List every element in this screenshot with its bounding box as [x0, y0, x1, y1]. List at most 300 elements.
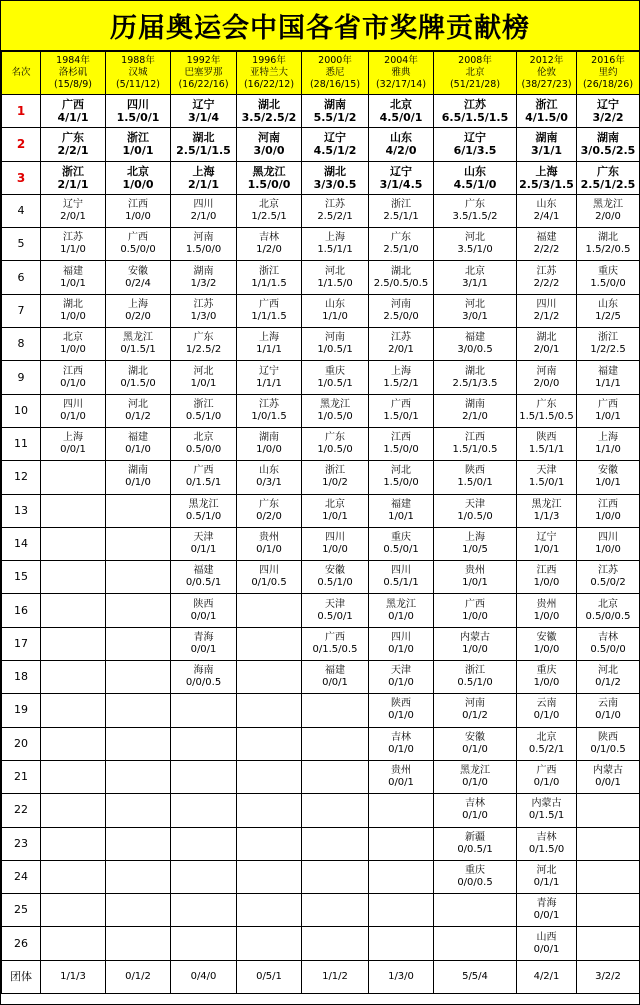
team-medal-count: 1/1/2 [302, 960, 369, 993]
province-name: 黑龙江 [123, 332, 153, 344]
empty-cell [369, 894, 434, 927]
medal-count: 0/0/0.5 [185, 677, 222, 689]
province-name: 江西 [598, 498, 618, 510]
province-cell [577, 261, 640, 294]
province-name: 黑龙江 [531, 498, 562, 510]
province-cell [517, 361, 577, 394]
province-cell [434, 694, 517, 727]
column-city: 悉尼 [325, 67, 345, 78]
column-header [577, 52, 640, 95]
medal-count: 6/1/3.5 [453, 144, 497, 158]
table-row [2, 860, 640, 893]
province-cell [369, 328, 434, 361]
province-name: 福建 [128, 432, 148, 444]
province-cell [171, 527, 237, 560]
medal-count: 0.5/1/0 [185, 510, 222, 522]
empty-cell [41, 760, 106, 793]
column-medal-total: (38/27/23) [521, 79, 572, 90]
province-name: 广东 [465, 199, 485, 211]
medal-count: 0/1/0 [462, 810, 488, 822]
province-cell [369, 95, 434, 128]
column-city: 里约 [598, 67, 618, 78]
province-name: 广西 [391, 398, 411, 410]
empty-cell [237, 661, 302, 694]
province-name: 江苏 [536, 265, 557, 277]
column-year: 2008年 [458, 55, 492, 66]
column-year: 2004年 [384, 55, 418, 66]
province-name: 广东 [391, 232, 411, 244]
rank-cell: 19 [2, 694, 41, 727]
province-name: 浙江 [391, 199, 411, 211]
province-cell [434, 228, 517, 261]
empty-cell [237, 860, 302, 893]
province-cell [434, 361, 517, 394]
medal-count: 0/1/0 [462, 777, 488, 789]
province-name: 河南 [258, 131, 280, 145]
province-name: 天津 [325, 598, 345, 610]
province-cell [41, 394, 106, 427]
medal-count: 0/1/0 [125, 444, 151, 456]
province-name: 辽宁 [464, 131, 486, 145]
medal-count: 0.5/0/2 [590, 577, 626, 589]
province-name: 湖北 [324, 164, 346, 178]
province-cell [434, 760, 517, 793]
province-cell [369, 427, 434, 460]
province-name: 江苏 [325, 199, 345, 211]
province-cell [302, 194, 369, 227]
province-cell [517, 561, 577, 594]
province-name: 北京 [127, 164, 149, 178]
province-name: 上海 [259, 332, 279, 344]
table-row [2, 361, 640, 394]
province-name: 青海 [536, 898, 557, 910]
province-name: 山东 [259, 465, 279, 477]
rank-cell: 13 [2, 494, 41, 527]
province-cell [577, 328, 640, 361]
empty-cell [237, 727, 302, 760]
medal-count: 0.5/0/0.5 [585, 610, 631, 622]
table-row [2, 128, 640, 161]
empty-cell [369, 927, 434, 960]
medal-count: 4.5/1/0 [453, 177, 497, 191]
province-cell [577, 727, 640, 760]
table-row [2, 194, 640, 227]
province-cell [237, 461, 302, 494]
province-name: 广西 [536, 765, 557, 777]
empty-cell [302, 694, 369, 727]
team-medal-count: 0/4/0 [171, 960, 237, 993]
medal-count: 1/3/0 [190, 310, 217, 322]
table-row [2, 894, 640, 927]
medal-count: 3/1/1 [462, 277, 488, 289]
medal-count: 1/0/5 [462, 544, 488, 555]
medal-count: 0/1/0 [533, 777, 560, 789]
empty-cell [577, 894, 640, 927]
medal-count: 0.5/0/1 [317, 610, 353, 622]
medal-count: 2.5/0/0 [383, 310, 419, 322]
province-cell [237, 261, 302, 294]
province-cell [434, 95, 517, 128]
province-cell [517, 95, 577, 128]
province-name: 北京 [390, 98, 412, 112]
province-name: 四川 [391, 565, 411, 577]
column-header [106, 52, 171, 95]
province-cell [237, 161, 302, 194]
province-name: 辽宁 [597, 98, 619, 112]
province-name: 黑龙江 [386, 598, 416, 610]
medal-count: 1/0/0 [533, 577, 560, 589]
province-cell [302, 228, 369, 261]
province-cell [41, 228, 106, 261]
province-cell [434, 727, 517, 760]
empty-cell [171, 727, 237, 760]
empty-cell [302, 827, 369, 860]
medal-count: 0/1/0 [388, 677, 414, 689]
province-name: 辽宁 [536, 532, 557, 543]
medal-table [1, 51, 640, 994]
province-name: 广东 [193, 332, 214, 344]
medal-count: 1/0/0 [125, 211, 151, 223]
province-name: 上海 [128, 298, 148, 310]
column-medal-total: (51/21/28) [449, 79, 501, 90]
province-name: 河北 [598, 665, 618, 677]
medal-count: 3.5/1.5/2 [452, 211, 498, 223]
province-cell [237, 294, 302, 327]
province-name: 吉林 [598, 631, 618, 643]
empty-cell [41, 594, 106, 627]
province-cell [302, 594, 369, 627]
province-cell [577, 461, 640, 494]
province-cell [517, 394, 577, 427]
medal-count: 0/0.5/1 [457, 843, 493, 855]
province-cell [434, 627, 517, 660]
province-cell [171, 161, 237, 194]
medal-count: 1/0/1 [60, 277, 86, 289]
empty-cell [106, 527, 171, 560]
province-name: 湖北 [391, 265, 411, 277]
province-name: 河南 [193, 232, 214, 244]
medal-count: 3/0/1 [462, 310, 488, 322]
province-cell [434, 328, 517, 361]
empty-cell [237, 827, 302, 860]
medal-count: 3/2/2 [592, 111, 624, 125]
column-medal-total: (32/17/14) [375, 79, 427, 90]
medal-count: 1.5/1/1 [528, 444, 565, 456]
province-cell [106, 261, 171, 294]
province-cell [369, 494, 434, 527]
medal-count: 2/1/2 [533, 310, 560, 322]
province-cell [434, 194, 517, 227]
province-cell [171, 427, 237, 460]
province-name: 上海 [598, 432, 618, 444]
column-year: 1984年 [56, 55, 90, 66]
province-name: 广西 [193, 465, 214, 477]
column-city: 北京 [465, 67, 485, 78]
medal-count: 2/0/1 [533, 344, 560, 356]
province-name: 福建 [63, 265, 83, 277]
province-name: 湖南 [324, 98, 346, 112]
empty-cell [171, 927, 237, 960]
medal-count: 1.5/0/0 [590, 277, 626, 289]
province-cell [434, 661, 517, 694]
medal-count: 0.5/1/0 [185, 410, 222, 422]
medal-count: 1/0/1 [322, 510, 348, 522]
medal-count: 0/0/1 [533, 910, 560, 922]
empty-cell [237, 794, 302, 827]
column-header [434, 52, 517, 95]
province-cell [237, 394, 302, 427]
rank-cell: 25 [2, 894, 41, 927]
rank-cell: 6 [2, 261, 41, 294]
empty-cell [369, 860, 434, 893]
province-cell [434, 494, 517, 527]
empty-cell [171, 760, 237, 793]
province-cell [434, 527, 517, 560]
medal-count: 2/4/1 [533, 211, 560, 223]
province-name: 陕西 [465, 465, 485, 477]
province-cell [41, 261, 106, 294]
column-header [41, 52, 106, 95]
medal-count: 1.5/0/1 [457, 477, 493, 489]
province-name: 黑龙江 [460, 765, 490, 777]
column-medal-total: (16/22/12) [243, 79, 295, 90]
province-cell [302, 561, 369, 594]
province-cell [577, 694, 640, 727]
province-cell [577, 627, 640, 660]
medal-count: 0.5/0/0 [120, 244, 156, 256]
medal-count: 1/1/1 [256, 377, 282, 389]
medal-count: 2/2/1 [57, 144, 89, 158]
table-row [2, 661, 640, 694]
medal-count: 1/0/1 [595, 410, 621, 422]
medal-count: 1/0/0 [595, 510, 621, 522]
medal-count: 0/1/2 [462, 710, 488, 722]
column-medal-total: (15/8/9) [54, 79, 92, 90]
province-cell [171, 294, 237, 327]
medal-count: 2/0/0 [533, 377, 560, 389]
province-cell [517, 860, 577, 893]
province-name: 北京 [259, 199, 279, 211]
province-name: 河南 [391, 298, 411, 310]
province-cell [369, 727, 434, 760]
table-row [2, 228, 640, 261]
medal-count: 2/2/2 [533, 244, 560, 256]
province-name: 青海 [193, 631, 214, 643]
empty-cell [41, 927, 106, 960]
province-cell [171, 561, 237, 594]
medal-count: 0.5/1/1 [383, 577, 419, 589]
empty-cell [302, 927, 369, 960]
province-cell [517, 194, 577, 227]
province-cell [302, 627, 369, 660]
province-cell [106, 128, 171, 161]
empty-cell [106, 661, 171, 694]
province-name: 江西 [391, 432, 411, 444]
province-name: 湖南 [597, 131, 619, 145]
rank-cell: 10 [2, 394, 41, 427]
province-name: 黑龙江 [320, 398, 350, 410]
province-cell [577, 760, 640, 793]
province-cell [434, 827, 517, 860]
team-label: 团体 [2, 960, 41, 993]
province-name: 福建 [193, 565, 214, 577]
province-cell [171, 394, 237, 427]
province-name: 广东 [597, 164, 619, 178]
province-name: 福建 [598, 365, 618, 377]
province-cell [577, 594, 640, 627]
province-name: 北京 [193, 432, 214, 444]
medal-count: 1/0.5/1 [317, 344, 353, 356]
province-name: 安徽 [536, 631, 557, 643]
medal-count: 3/1/4 [188, 111, 219, 125]
team-medal-count: 0/1/2 [106, 960, 171, 993]
province-name: 广西 [62, 98, 84, 112]
empty-cell [171, 894, 237, 927]
province-name: 辽宁 [324, 131, 346, 145]
province-cell [237, 228, 302, 261]
empty-cell [106, 894, 171, 927]
medal-count: 2.5/1/1.5 [176, 144, 231, 158]
province-cell [41, 128, 106, 161]
page-title: 历届奥运会中国各省市奖牌贡献榜 [1, 1, 639, 51]
province-cell [237, 328, 302, 361]
province-name: 天津 [536, 465, 557, 477]
province-cell [517, 461, 577, 494]
province-cell [577, 294, 640, 327]
province-cell [237, 527, 302, 560]
province-cell [517, 494, 577, 527]
medal-count: 0/2/0 [256, 510, 282, 522]
medal-count: 1/2/5 [595, 310, 621, 322]
province-cell [577, 361, 640, 394]
medal-count: 1.5/1/0.5 [452, 444, 498, 456]
team-medal-count: 4/2/1 [517, 960, 577, 993]
medal-count: 1/2.5/2 [185, 344, 222, 356]
empty-cell [369, 827, 434, 860]
province-cell [517, 527, 577, 560]
province-name: 安徽 [325, 565, 345, 577]
empty-cell [41, 860, 106, 893]
medal-count: 0/1/1 [190, 544, 217, 555]
province-name: 河北 [193, 365, 214, 377]
province-cell [302, 128, 369, 161]
medal-count: 1/2.5/1 [251, 211, 287, 223]
medal-count: 2/1/0 [462, 410, 488, 422]
rank-cell: 15 [2, 561, 41, 594]
province-name: 河南 [536, 365, 557, 377]
medal-count: 4.5/0/1 [379, 111, 423, 125]
province-cell [302, 394, 369, 427]
province-cell [369, 361, 434, 394]
province-cell [369, 694, 434, 727]
province-cell [517, 161, 577, 194]
medal-count: 1/2/2.5 [590, 344, 626, 356]
province-name: 吉林 [465, 798, 485, 810]
province-name: 河北 [536, 864, 557, 876]
province-cell [517, 627, 577, 660]
medal-count: 0/1/0 [388, 743, 414, 755]
province-name: 辽宁 [390, 164, 412, 178]
province-cell [517, 727, 577, 760]
province-cell [369, 461, 434, 494]
medal-count: 1/0/0 [533, 610, 560, 622]
column-header [171, 52, 237, 95]
province-cell [517, 294, 577, 327]
team-row [2, 960, 640, 993]
province-cell [106, 427, 171, 460]
province-cell [41, 427, 106, 460]
province-cell [434, 261, 517, 294]
province-cell [237, 128, 302, 161]
province-cell [369, 194, 434, 227]
medal-count: 1/0/0 [122, 177, 154, 191]
province-name: 北京 [536, 731, 557, 743]
province-name: 安徽 [598, 465, 618, 477]
table-row [2, 461, 640, 494]
province-name: 贵州 [536, 598, 557, 610]
empty-cell [237, 694, 302, 727]
province-name: 广西 [325, 631, 345, 643]
rank-cell: 20 [2, 727, 41, 760]
province-cell [171, 194, 237, 227]
medal-count: 0/1/0 [595, 710, 621, 722]
province-name: 浙江 [325, 465, 345, 477]
province-name: 上海 [535, 164, 558, 178]
medal-count: 1/0.5/0 [317, 444, 353, 456]
column-medal-total: (26/18/26) [582, 79, 634, 90]
column-header [517, 52, 577, 95]
province-name: 湖南 [193, 265, 214, 277]
empty-cell [106, 794, 171, 827]
empty-cell [577, 827, 640, 860]
empty-cell [106, 494, 171, 527]
empty-cell [41, 494, 106, 527]
medal-count: 0/1/2 [125, 410, 151, 422]
province-name: 福建 [391, 498, 411, 510]
province-cell [237, 194, 302, 227]
province-name: 浙江 [259, 265, 279, 277]
table-row [2, 627, 640, 660]
medal-count: 1/0/1 [462, 577, 488, 589]
province-cell [369, 261, 434, 294]
province-name: 上海 [325, 232, 345, 244]
medal-count: 3.5/1/0 [457, 244, 493, 256]
medal-count: 3/1/1 [531, 144, 562, 158]
province-name: 山东 [390, 131, 412, 145]
province-name: 浙江 [535, 98, 558, 112]
province-cell [171, 661, 237, 694]
province-cell [369, 161, 434, 194]
table-row [2, 561, 640, 594]
province-cell [434, 860, 517, 893]
table-row [2, 261, 640, 294]
medal-count: 2.5/1/1 [383, 211, 419, 223]
medal-count: 0/1/1 [533, 876, 560, 888]
medal-count: 1/0/1 [190, 377, 217, 389]
province-name: 江苏 [598, 565, 618, 577]
empty-cell [41, 527, 106, 560]
medal-count: 1/1/1 [256, 344, 282, 356]
medal-count: 2/0/1 [388, 344, 414, 356]
medal-count: 1/1/1.5 [251, 277, 287, 289]
medal-count: 4/1.5/0 [525, 111, 568, 125]
province-name: 湖南 [465, 398, 485, 410]
province-cell [577, 427, 640, 460]
province-name: 上海 [63, 432, 83, 444]
medal-count: 4.5/1/2 [313, 144, 357, 158]
medal-count: 0/0/1 [595, 777, 621, 789]
province-cell [517, 694, 577, 727]
